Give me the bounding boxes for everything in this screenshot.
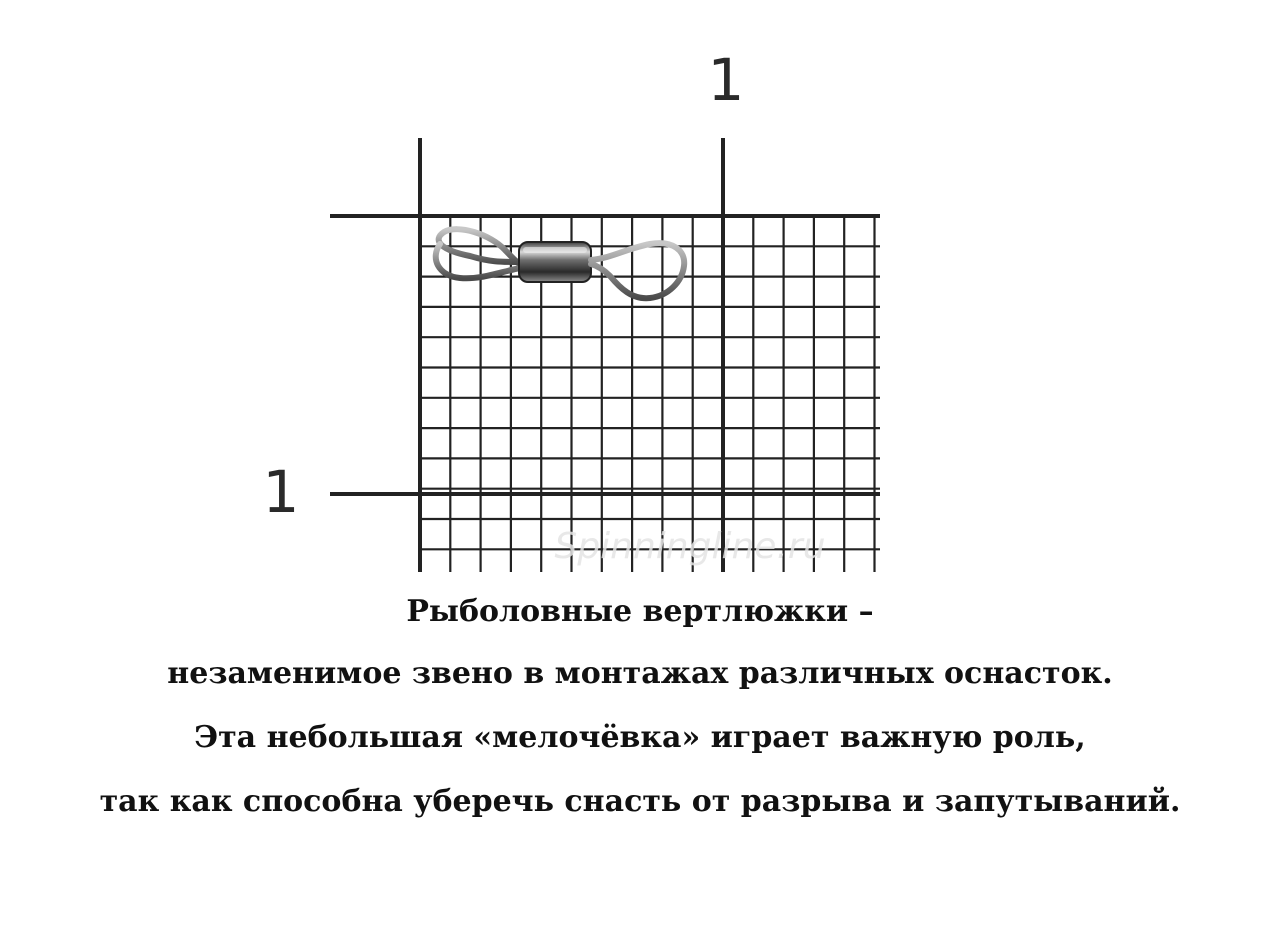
caption-line-1: Рыболовные вертлюжки – <box>406 594 874 629</box>
caption-line-2: незаменимое звено в монтажах различных оснасток. <box>167 656 1113 691</box>
millimeter-grid <box>330 138 880 572</box>
scale-label-top: 1 <box>707 46 745 114</box>
caption-line-4: так как способна уберечь снасть от разрыва и запутываний. <box>99 784 1181 819</box>
caption-line-3: Эта небольшая «мелочёвка» играет важную роль, <box>194 720 1086 755</box>
scale-label-left: 1 <box>262 458 300 526</box>
fishing-swivel-icon <box>436 229 684 298</box>
watermark: Spinningline.ru <box>554 526 826 567</box>
